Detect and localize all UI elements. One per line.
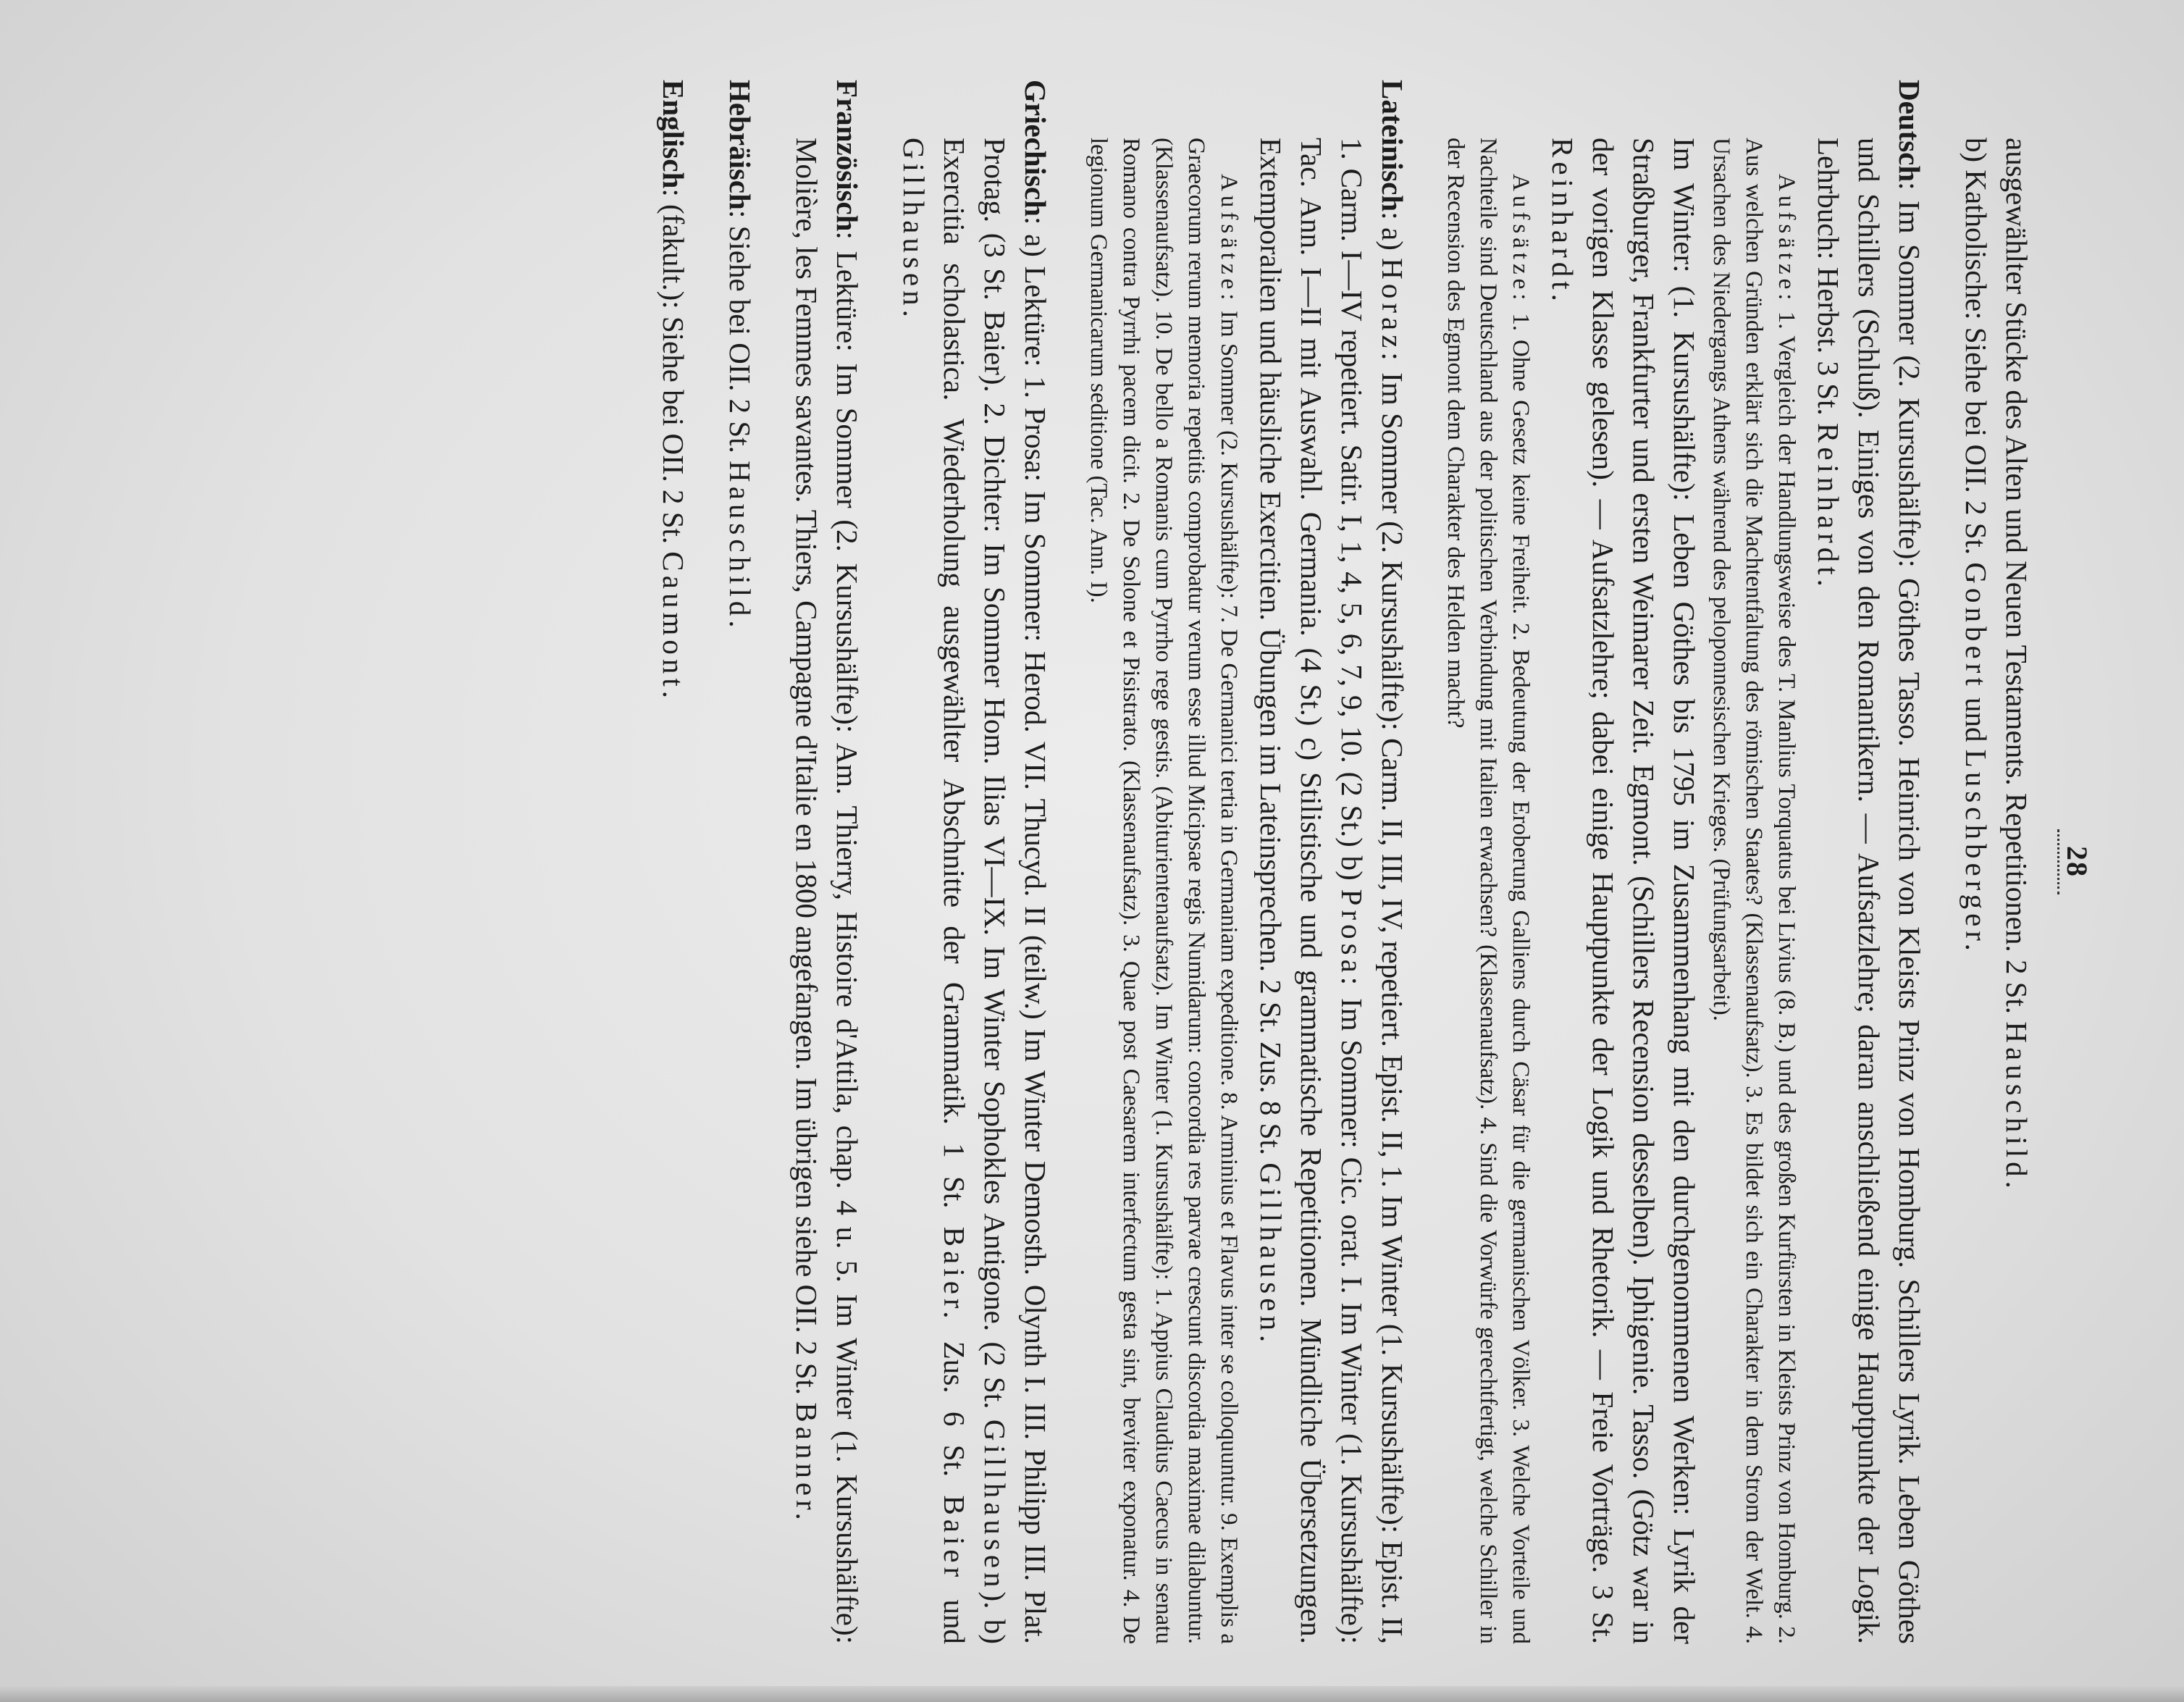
deutsch-aufsaetze-sommer bbox=[1705, 80, 1802, 1644]
latein-aufsaetze bbox=[1082, 80, 1245, 1644]
teacher-name: Caumont. bbox=[657, 551, 690, 703]
deutsch-aufsaetze-winter bbox=[1439, 80, 1537, 1644]
page-number: 28 bbox=[2061, 846, 2093, 878]
latein-text: Im Sommer (2. Kursushälfte): Carm. II, III, IV, repetiert. Epist. II, 1. Im Winter (1. Kursushälfte): Epist. II, 1. Carm. I—IV repetiert. Satir. I, 1, 4, 5, 6, 7, 9, 10. (2 St.) b) bbox=[1335, 138, 1409, 1644]
deutsch-winter-text: Im Winter: (1. Kursushälfte): Leben Göthes bis 1795 im Zusammenhang mit den durchgenommenen Werken: Lyrik der Straßburger, Frankfurter und ersten Weimarer Zeit. Egmont. (Schillers Recension desselben). Iphigenie. Tasso. (Götz war in der vorigen Klasse gelesen). — Aufsatzlehre; dabei einige Hauptpunkte der Logik und Rhetorik. — Freie Vorträge. 3 St. bbox=[1587, 138, 1701, 1644]
griechisch-text-2: ). b) Exercitia scholastica. Wiederholung ausgewählter Abschnitte der Grammatik. 1 St. bbox=[938, 138, 1012, 1645]
franzoesisch-text: : Lektüre: Im Sommer (2. Kursushälfte): Am. Thierry, Histoire d'Attila, chap. 4 u. 5. Im Winter (1. Kursushälfte): Molière, les Femmes savantes. Thiers, Campagne d'Italie en 1800 angefangen. Im übrigen siehe OII. 2 St. bbox=[790, 138, 864, 1644]
subject-heading-englisch: Englisch bbox=[657, 80, 690, 189]
aufsaetze-label: Aufsätze: bbox=[1773, 174, 1799, 305]
griechisch-text-3: Zus. 6 St. bbox=[938, 1341, 971, 1477]
deutsch-section bbox=[1808, 80, 1930, 1644]
subject-heading-hebraeisch: Hebräisch bbox=[723, 80, 757, 210]
deutsch-text: : Im Sommer (2. Kursushälfte): Göthes Tasso. Heinrich von Kleists Prinz von Homburg. Schillers Lyrik. Leben Göthes und Schillers (Schluß). Einiges von den Romantikern. — Aufsatzlehre; daran anschließend einige Hauptpunkte der Logik. Lehrbuch: Herbst. 3 St. bbox=[1812, 138, 1926, 1644]
deutsch-winter bbox=[1542, 80, 1705, 1644]
section-gap bbox=[868, 80, 894, 1644]
franzoesisch-section bbox=[786, 80, 868, 1644]
subject-heading-franzoesisch: Französisch bbox=[831, 80, 864, 232]
katholische-line bbox=[1956, 80, 1996, 1644]
aufsaetze-text: 1. Ohne Gesetz keine Freiheit. 2. Bedeutung der Eroberung Galliens durch Cäsar für die germanischen Völker. 3. Welche Vorteile und Nachteile sind Deutschland aus der politischen Verbindung mit Italien erwachsen? (Klassenaufsatz). 4. Sind die Vorwürfe gerechtfertigt, welche Schiller in der Recension des Egmont dem Charakter des Helden macht? bbox=[1442, 138, 1534, 1645]
aufsaetze-label: Aufsätze: bbox=[1508, 174, 1534, 305]
teacher-name: Reinhardt. bbox=[1812, 422, 1845, 591]
subject-heading-deutsch: Deutsch bbox=[1893, 80, 1926, 183]
section-gap bbox=[1930, 80, 1956, 1644]
aufsaetze-text: 1. Vergleich der Handlungsweise des T. Manlius Torquatus bei Livius (8. B.) und des großen Kurfürsten in Kleists Prinz von Homburg. 2. Aus welchen Gründen erklärt sich die Machtentfaltung des römischen Staates? (Klassenaufsatz). 3. Es bildet sich ein Charakter in dem Strom der Welt. 4. Ursachen des Niedergangs Athens während des peloponnesischen Krieges. (Prüfungsarbeit). bbox=[1708, 138, 1799, 1645]
subject-heading-latein: Lateinisch bbox=[1376, 80, 1409, 212]
teacher-name: Hauschild. bbox=[723, 461, 757, 632]
teacher-name: Hauschild. bbox=[2000, 1021, 2033, 1193]
teacher-name: Gillhausen. bbox=[897, 138, 931, 322]
and-word: und bbox=[938, 1599, 971, 1645]
teacher-name: Baier bbox=[938, 1495, 971, 1582]
subject-heading-griechisch: Griechisch bbox=[1019, 80, 1052, 217]
griechisch-section bbox=[894, 80, 1056, 1644]
and-word: und bbox=[1960, 697, 1993, 742]
section-gap bbox=[1413, 80, 1439, 1644]
deutsch-continuation bbox=[1996, 80, 2037, 1644]
englisch-text: : (fakult.): Siehe bei OII. 2 St. bbox=[657, 188, 690, 545]
scan-bottom-edge bbox=[0, 1686, 2184, 1702]
aufsaetze-text: Im Sommer (2. Kursushälfte): 7. De Germanici tertia in Germaniam expeditione. 8. Arminius et Flavus inter se colloquuntur. 9. Exemplis a Graecorum rerum memoria repetitis comprobatur verum esse illud Micipsae regis Numidarum: concordia res parvae crescunt discordia maximae dilabuntur. (Klassenaufsatz). 10. De bello a Romanis cum Pyrrho rege gestis. (Abiturientenaufsatz). Im Winter (1. Kursushälfte): 1. Appius Claudius Caecus in senatu Romano contra Pyrrhi pacem dicit. 2. De Solone et Pisistrato. (Klassenaufsatz). 3. Quae post Caesarem interfectum gesta sint, breviter exponatur. 4. De legionum Germanicarum seditione (Tac. Ann. I). bbox=[1085, 138, 1242, 1644]
teacher-name: Banner. bbox=[790, 1402, 823, 1525]
teacher-name: Luschberger. bbox=[1960, 749, 1993, 955]
katholische-text: b) Katholische: Siehe bei OII. 2 St. bbox=[1960, 138, 1993, 556]
deutsch-continuation-text: ausgewählter Stücke des Alten und Neuen Testaments. Repetitionen. 2 St. bbox=[2000, 138, 2033, 1015]
latein-label-a: : a) bbox=[1376, 211, 1409, 251]
teacher-name: Gillhausen. bbox=[1254, 1162, 1288, 1347]
teacher-name: Gillhausen bbox=[978, 1419, 1012, 1592]
teacher-name: Reinhardt. bbox=[1546, 138, 1579, 306]
latein-section bbox=[1251, 80, 1413, 1644]
prosa-label: Prosa: bbox=[1335, 889, 1369, 990]
section-gap bbox=[760, 80, 786, 1644]
author-horaz: Horaz: bbox=[1376, 258, 1409, 365]
rotated-page bbox=[96, 80, 2094, 1644]
section-gap bbox=[694, 80, 720, 1644]
latein-text-2: Im Sommer: Cic. orat. I. Im Winter (1. Kursushälfte): Tac. Ann. I—II mit Auswahl. Germania. (4 St.) c) Stilistische und grammatische Repetitionen. Mündliche Übersetzungen. Extemporalien und häusliche Exercitien. Übungen im Lateinsprechen. 2 St. Zus. 8 St. bbox=[1254, 138, 1369, 1645]
griechisch-text: : a) Lektüre: 1. Prosa: Im Sommer: Herod. VII. Thucyd. II (teilw.) Im Winter Demosth. Olynth I. III. Philipp III. Plat. Protag. (3 St. Baier). 2. Dichter: Im Sommer Hom. Ilias VI—IX. Im Winter Sophokles Antigone. (2 St. bbox=[978, 138, 1052, 1644]
hebraeisch-text: : Siehe bei OII. 2 St. bbox=[723, 209, 757, 453]
hebraeisch-section bbox=[720, 80, 760, 1644]
teacher-name: Gonbert bbox=[1960, 562, 1993, 690]
aufsaetze-label: Aufsätze: bbox=[1216, 174, 1242, 305]
englisch-section bbox=[653, 80, 694, 1644]
page-number-rule bbox=[2057, 829, 2059, 894]
teacher-name: Baier. bbox=[938, 1226, 971, 1323]
section-gap bbox=[1056, 80, 1082, 1644]
